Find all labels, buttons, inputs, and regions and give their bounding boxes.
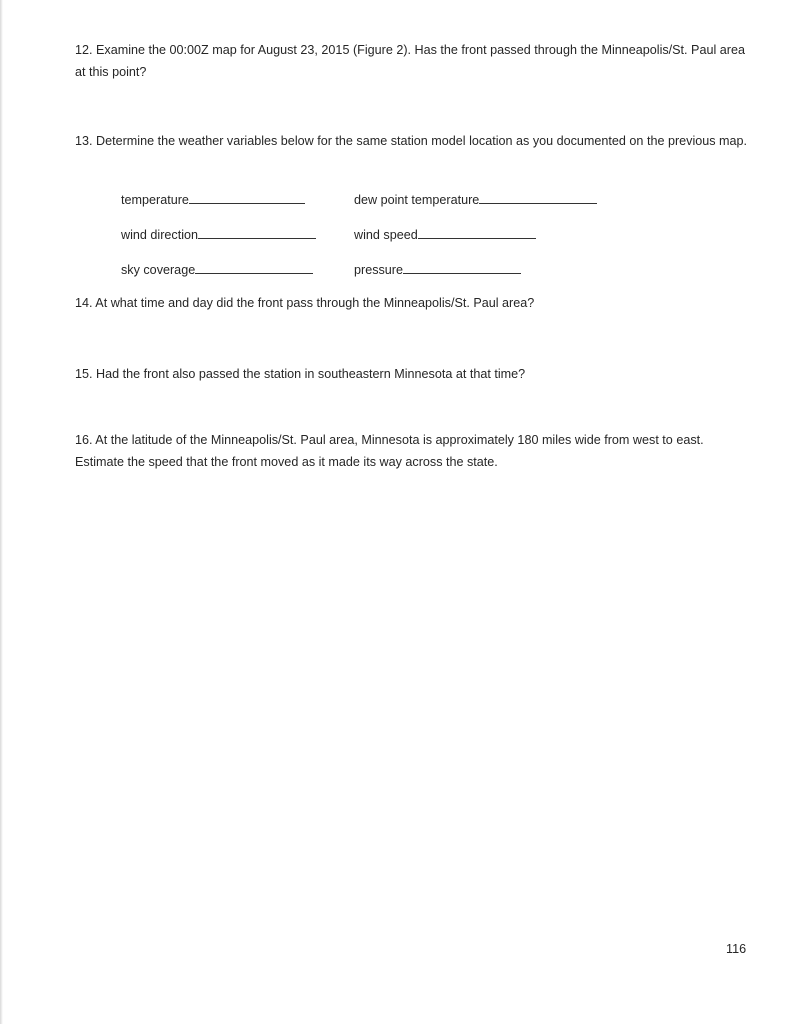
dew-point-blank[interactable] [479, 190, 597, 204]
dew-point-field [354, 190, 597, 209]
temperature-blank[interactable] [189, 190, 305, 204]
pressure-label: pressure [354, 263, 403, 277]
question-13: 13. Determine the weather variables below for the same station model location as you documented on the previous map. [75, 134, 748, 148]
wind-direction-field [121, 225, 316, 244]
sky-coverage-label: sky coverage [121, 263, 196, 277]
wind-direction-label: wind direction [121, 228, 199, 242]
wind-speed-label: wind speed [354, 228, 418, 242]
sky-coverage-field [121, 260, 313, 279]
pressure-blank[interactable] [403, 260, 521, 274]
question-14: 14. At what time and day did the front pass through the Minneapolis/St. Paul area? [75, 296, 535, 310]
pressure-field [354, 260, 521, 279]
wind-speed-blank[interactable] [418, 225, 536, 239]
wind-direction-blank[interactable] [198, 225, 316, 239]
question-15: 15. Had the front also passed the station in southeastern Minnesota at that time? [75, 367, 526, 381]
question-12: 12. Examine the 00:00Z map for August 23, 2015 (Figure 2). Has the front passed through the Minneapolis/St. Paul area at this point? [75, 43, 745, 79]
temperature-label: temperature [121, 193, 189, 207]
sky-coverage-blank[interactable] [195, 260, 313, 274]
scan-edge [0, 0, 3, 1024]
question-16: 16. At the latitude of the Minneapolis/St. Paul area, Minnesota is approximately 180 miles wide from west to east. Estimate the speed that the front moved as it made its way across the state. [75, 433, 704, 469]
temperature-field [121, 190, 305, 209]
dew-point-label: dew point temperature [354, 193, 480, 207]
wind-speed-field [354, 225, 536, 244]
page-number: 116 [726, 942, 747, 956]
